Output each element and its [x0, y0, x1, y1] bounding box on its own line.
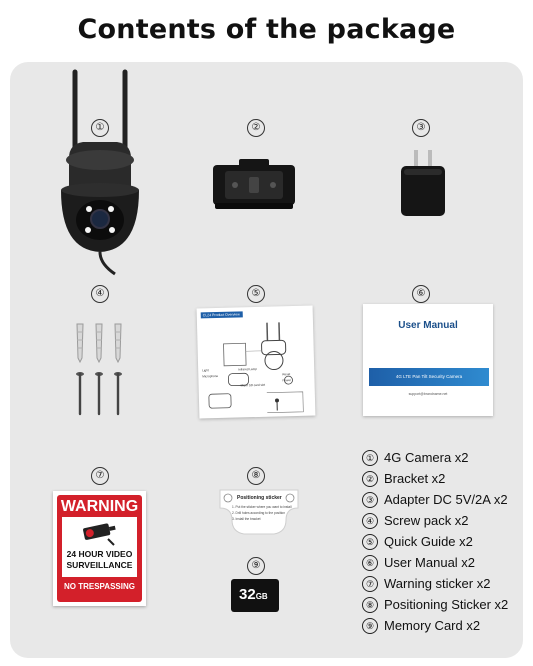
- legend-number: ③: [362, 492, 378, 508]
- warning-sticker-line-1: 24 HOUR VIDEO: [66, 549, 133, 559]
- legend-label: 4G Camera x2: [384, 450, 469, 465]
- user-manual-image: [363, 304, 493, 416]
- legend-label: Positioning Sticker x2: [384, 597, 509, 612]
- warning-sticker-image: [53, 491, 146, 606]
- quick-guide-label-3: Infrared Lamp: [238, 366, 257, 372]
- security-camera-icon: [80, 519, 120, 547]
- quick-guide-label-4: Micro SD card slot: [240, 382, 266, 388]
- quick-guide-header: CL24 Product Overview: [201, 311, 243, 318]
- legend-number: ①: [362, 450, 378, 466]
- warning-sticker-line-2: SURVEILLANCE: [66, 560, 133, 570]
- marker-9: ⑨: [247, 557, 265, 575]
- user-manual-subtitle: 4G LTE Pan Tilt Security Camera: [369, 368, 489, 386]
- marker-2: ②: [247, 119, 265, 137]
- quick-guide-label-1: Light: [202, 368, 209, 373]
- legend-number: ④: [362, 513, 378, 529]
- positioning-sticker-line-3: 3. Install the bracket: [232, 517, 261, 521]
- marker-8: ⑧: [247, 467, 265, 485]
- screw-pack-image: [70, 322, 132, 418]
- warning-sticker-title: WARNING: [60, 498, 139, 515]
- quick-guide-install-diagram: [207, 388, 308, 417]
- legend-item: [362, 510, 508, 531]
- legend-number: ⑦: [362, 576, 378, 592]
- warning-sticker-footer: NO TRESPASSING: [64, 582, 135, 591]
- quick-guide-label-6: Power: [282, 378, 292, 383]
- legend-number: ⑥: [362, 555, 378, 571]
- bracket-image: [211, 157, 297, 213]
- legend-item: [362, 615, 508, 636]
- page-title: Contents of the package: [77, 14, 456, 45]
- positioning-sticker-line-2: 2. Drill holes according to the position: [232, 511, 285, 515]
- legend-label: User Manual x2: [384, 555, 476, 570]
- memory-card-unit: GB: [255, 592, 268, 601]
- legend-label: Bracket x2: [384, 471, 446, 486]
- legend-label: Quick Guide x2: [384, 534, 473, 549]
- legend-label: Warning sticker x2: [384, 576, 491, 591]
- legend-item: [362, 468, 508, 489]
- user-manual-title: User Manual: [398, 320, 458, 331]
- positioning-sticker-title: Positioning sticker: [237, 495, 282, 501]
- memory-card-capacity: 32: [239, 586, 256, 603]
- legend-number: ⑤: [362, 534, 378, 550]
- marker-6: ⑥: [412, 285, 430, 303]
- legend-number: ⑨: [362, 618, 378, 634]
- marker-5: ⑤: [247, 285, 265, 303]
- positioning-sticker-line-1: 1. Put the sticker where you want to install: [232, 505, 292, 509]
- marker-3: ③: [412, 119, 430, 137]
- legend-item: [362, 489, 508, 510]
- quick-guide-label-2: Microphone: [202, 373, 219, 379]
- legend-number: ⑧: [362, 597, 378, 613]
- legend-item: [362, 447, 508, 468]
- legend-number: ②: [362, 471, 378, 487]
- legend-item: [362, 573, 508, 594]
- legend-label: Adapter DC 5V/2A x2: [384, 492, 508, 507]
- contents-legend: [362, 447, 508, 636]
- marker-7: ⑦: [91, 467, 109, 485]
- marker-1: ①: [91, 119, 109, 137]
- legend-item: [362, 552, 508, 573]
- legend-label: Memory Card x2: [384, 618, 481, 633]
- memory-card-image: [231, 579, 279, 612]
- legend-label: Screw pack x2: [384, 513, 469, 528]
- legend-item: [362, 531, 508, 552]
- legend-item: [362, 594, 508, 615]
- quick-guide-label-5: Reset: [282, 372, 291, 377]
- adapter-image: [398, 148, 448, 218]
- user-manual-footer: support@brandname.net: [408, 392, 448, 396]
- camera-image: [55, 68, 145, 280]
- marker-4: ④: [91, 285, 109, 303]
- quick-guide-image: [197, 306, 316, 419]
